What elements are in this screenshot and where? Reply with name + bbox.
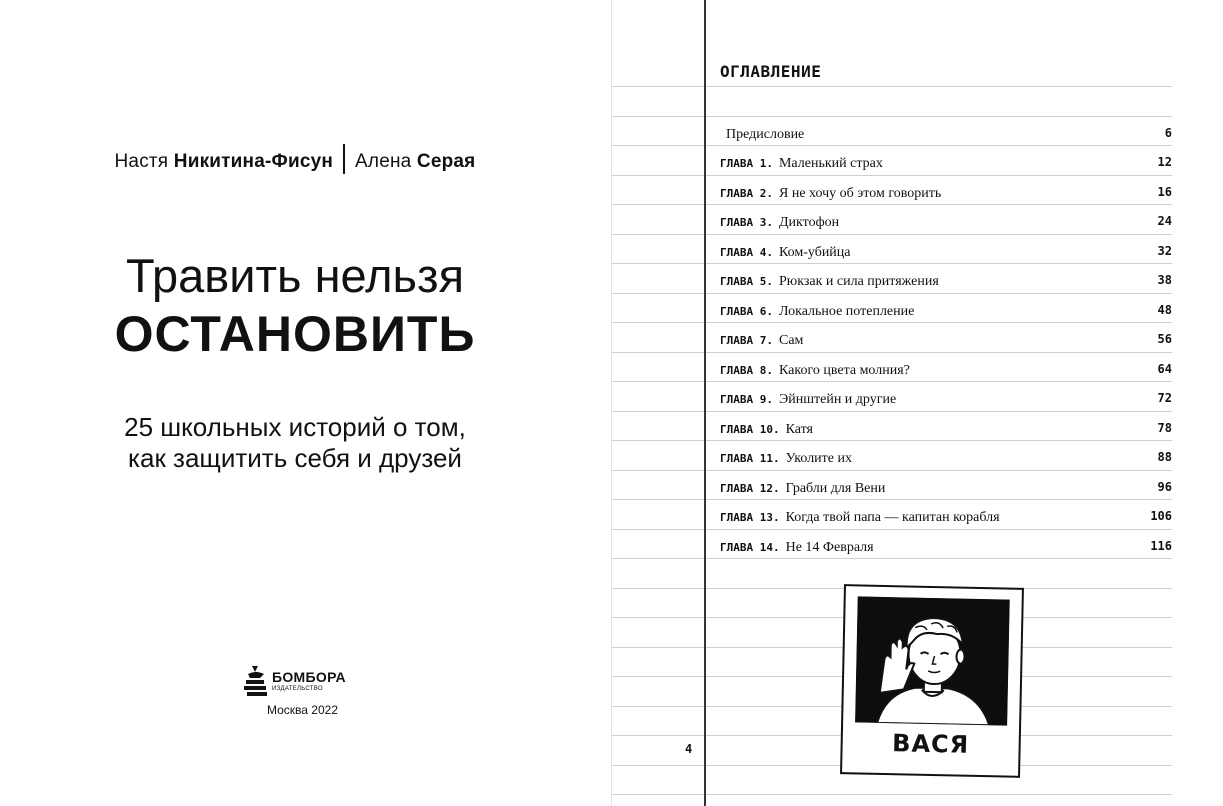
toc-page-number: 32 <box>1157 244 1172 258</box>
character-polaroid <box>840 584 1024 778</box>
toc-title: Уколите их <box>785 451 852 466</box>
toc-row[interactable] <box>720 239 1172 263</box>
title-page <box>0 0 611 806</box>
notebook-rule <box>612 116 1172 117</box>
boy-waving-illustration-icon <box>855 596 1010 725</box>
toc-chapter: ГЛАВА 5. <box>720 275 773 288</box>
toc-title: Ком-убийца <box>778 245 851 260</box>
toc-chapter: ГЛАВА 6. <box>720 305 773 318</box>
toc-title: Маленький страх <box>778 156 883 171</box>
notebook-rule <box>612 499 1172 500</box>
toc-chapter: ГЛАВА 2. <box>720 187 773 200</box>
toc-title: Я не хочу об этом говорить <box>778 186 942 201</box>
subtitle-line1: 25 школьных историй о том, <box>124 412 466 442</box>
author2-last: Серая <box>416 151 476 173</box>
toc-page-number: 16 <box>1157 185 1172 199</box>
book-subtitle <box>0 412 590 474</box>
toc-chapter: ГЛАВА 9. <box>720 393 773 406</box>
toc-row[interactable] <box>720 534 1172 558</box>
toc-row[interactable] <box>720 268 1172 292</box>
toc-title: Грабли для Вени <box>785 481 886 496</box>
toc-row[interactable] <box>720 386 1172 410</box>
toc-row[interactable] <box>720 209 1172 233</box>
toc-page-number: 56 <box>1157 332 1172 346</box>
notebook-rule <box>612 322 1172 323</box>
toc-heading: ОГЛАВЛЕНИЕ <box>720 62 822 81</box>
city-year-text: Москва 2022 <box>267 703 338 717</box>
toc-row[interactable] <box>720 327 1172 351</box>
toc-chapter: ГЛАВА 13. <box>720 511 780 524</box>
notebook-rule <box>612 794 1172 795</box>
character-portrait <box>855 596 1010 725</box>
author2-first: Алена <box>355 151 412 173</box>
toc-page-number: 6 <box>1164 126 1172 140</box>
notebook-rule <box>612 352 1172 353</box>
toc-page <box>612 0 1223 806</box>
imprint-city-year <box>0 703 611 717</box>
toc-chapter: ГЛАВА 12. <box>720 482 780 495</box>
author1-first: Настя <box>114 151 169 173</box>
notebook-rule <box>612 293 1172 294</box>
toc-row[interactable] <box>720 150 1172 174</box>
toc-row[interactable] <box>720 445 1172 469</box>
toc-page-number: 72 <box>1157 391 1172 405</box>
authors-line <box>0 150 590 174</box>
title-line1: Травить нельзя <box>125 249 465 302</box>
polaroid-caption: ВАСЯ <box>891 729 970 759</box>
page-number: 4 <box>685 742 693 756</box>
notebook-rule <box>612 145 1172 146</box>
notebook-rule <box>612 234 1172 235</box>
toc-title: Катя <box>785 422 813 437</box>
book-title <box>0 248 590 364</box>
toc-row[interactable] <box>720 121 1172 145</box>
toc-title: Рюкзак и сила притяжения <box>778 274 939 289</box>
author-separator <box>343 144 345 174</box>
toc-chapter: ГЛАВА 10. <box>720 423 780 436</box>
toc-row[interactable] <box>720 180 1172 204</box>
toc-page-number: 106 <box>1150 509 1172 523</box>
notebook-rule <box>612 263 1172 264</box>
notebook-rule <box>612 558 1172 559</box>
toc-row[interactable] <box>720 416 1172 440</box>
toc-page-number: 96 <box>1157 480 1172 494</box>
toc-page-number: 64 <box>1157 362 1172 376</box>
notebook-rule <box>612 470 1172 471</box>
notebook-rule <box>612 204 1172 205</box>
toc-chapter: ГЛАВА 4. <box>720 246 773 259</box>
toc-title: Диктофон <box>778 215 840 230</box>
publisher-mark-icon <box>244 664 270 698</box>
toc-title: Не 14 Февраля <box>785 540 874 555</box>
toc-page-number: 116 <box>1150 539 1172 553</box>
toc-chapter: ГЛАВА 1. <box>720 157 773 170</box>
notebook-rule <box>612 86 1172 87</box>
toc-page-number: 38 <box>1157 273 1172 287</box>
toc-row[interactable] <box>720 475 1172 499</box>
notebook-rule <box>612 175 1172 176</box>
toc-title: Сам <box>778 333 804 348</box>
toc-chapter: ГЛАВА 8. <box>720 364 773 377</box>
author1-last: Никитина-Фисун <box>173 151 334 173</box>
toc-chapter: ГЛАВА 7. <box>720 334 773 347</box>
notebook-rule <box>612 381 1172 382</box>
toc-title: Предисловие <box>726 127 805 142</box>
toc-chapter: ГЛАВА 14. <box>720 541 780 554</box>
toc-page-number: 12 <box>1157 155 1172 169</box>
toc-page-number: 48 <box>1157 303 1172 317</box>
toc-chapter: ГЛАВА 11. <box>720 452 780 465</box>
notebook-rule <box>612 411 1172 412</box>
toc-row[interactable] <box>720 504 1172 528</box>
toc-title: Эйнштейн и другие <box>778 392 897 407</box>
toc-title: Какого цвета молния? <box>778 363 910 378</box>
publisher-subtitle: ИЗДАТЕЛЬСТВО <box>272 686 323 692</box>
notebook-rule <box>612 529 1172 530</box>
subtitle-line2: как защитить себя и друзей <box>128 443 462 473</box>
notebook-margin-line <box>704 0 706 806</box>
toc-title: Локальное потепление <box>778 304 915 319</box>
toc-row[interactable] <box>720 357 1172 381</box>
toc-page-number: 24 <box>1157 214 1172 228</box>
publisher-name: БОМБОРА <box>272 669 346 685</box>
toc-title: Когда твой папа — капитан корабля <box>785 510 1000 525</box>
toc-page-number: 78 <box>1157 421 1172 435</box>
publisher-logo <box>244 664 364 698</box>
toc-page-number: 88 <box>1157 450 1172 464</box>
notebook-rule <box>612 440 1172 441</box>
toc-chapter: ГЛАВА 3. <box>720 216 773 229</box>
toc-row[interactable] <box>720 298 1172 322</box>
title-line2: ОСТАНОВИТЬ <box>114 306 476 362</box>
